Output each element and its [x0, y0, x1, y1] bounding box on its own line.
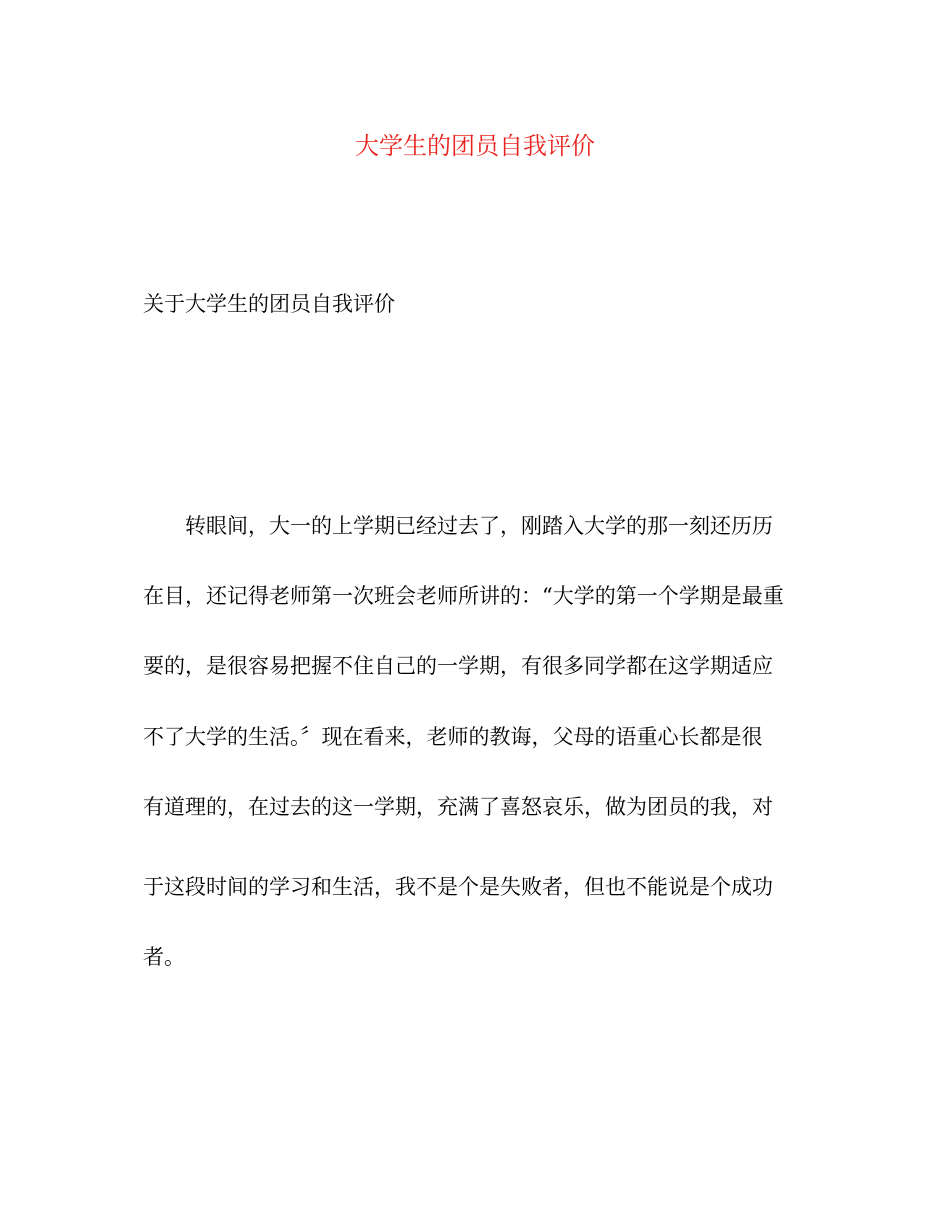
document-title: 大学生的团员自我评价 [355, 132, 595, 160]
paragraph-line-3: 要的，是很容易把握不住自己的一学期，有很多同学都在这学期适应 [143, 654, 773, 678]
document-subtitle: 关于大学生的团员自我评价 [143, 292, 395, 316]
paragraph-line-6: 于这段时间的学习和生活，我不是个是失败者，但也不能说是个成功 [143, 875, 773, 899]
paragraph-line-1: 转眼间，大一的上学期已经过去了，刚踏入大学的那一刻还历历 [185, 514, 773, 538]
paragraph-line-2: 在目，还记得老师第一次班会老师所讲的：“大学的第一个学期是最重 [143, 584, 784, 608]
paragraph-line-7: 者。 [143, 945, 185, 969]
paragraph-line-5: 有道理的，在过去的这一学期，充满了喜怒哀乐，做为团员的我，对 [143, 795, 773, 819]
paragraph-line-4: 不了大学的生活。〞现在看来，老师的教诲，父母的语重心长都是很 [143, 725, 763, 749]
